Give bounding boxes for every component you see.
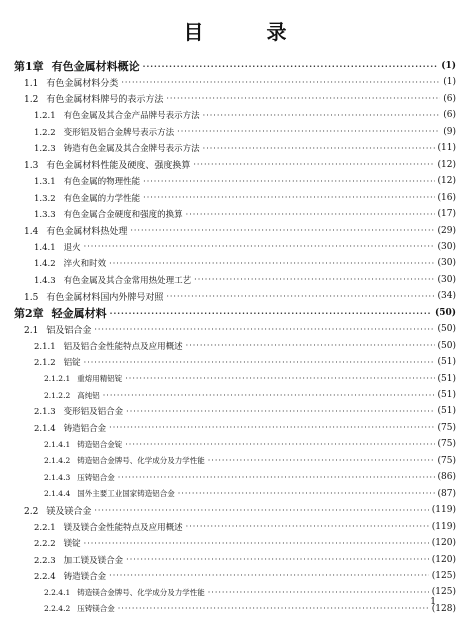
toc-entry-title: 有色金属的物理性能: [63, 177, 141, 188]
toc-entry: [44, 387, 456, 403]
toc-entry: [44, 584, 456, 600]
toc-entry-label: [24, 76, 118, 89]
toc-leader-dots: [118, 473, 435, 482]
toc-leader-dots: [166, 94, 440, 103]
toc-entry-title: 国外主要工业国家铸造铝合金: [77, 489, 175, 499]
toc-chapter: [14, 305, 456, 321]
toc-entry-label: [34, 208, 183, 220]
toc-entry-page: (12): [437, 176, 456, 187]
toc-entry-label: [34, 257, 106, 269]
toc-entry-page: (120): [431, 538, 456, 549]
toc-entry-number: 1.4.3: [34, 275, 56, 286]
toc-entry-label: [44, 603, 115, 614]
toc-entry: [34, 519, 456, 535]
toc-entry-number: 1.1: [24, 78, 39, 89]
toc-entry-number: 2.2.2: [34, 539, 56, 550]
toc-entry-title: 压铸镁合金: [77, 604, 115, 614]
toc-entry-title: 有色金属材料性能及硬度、强度换算: [46, 161, 191, 172]
toc-entry-label: [34, 554, 123, 566]
toc-entry: [44, 453, 456, 469]
toc-entry-title: 铝锭: [63, 358, 81, 369]
toc-entry-label: [44, 455, 205, 466]
toc-entry-number: 2.1.4: [34, 423, 56, 434]
toc-entry: [24, 321, 456, 337]
toc-entry: [24, 223, 456, 239]
toc-entry-number: 2.2.4.2: [44, 604, 71, 614]
toc-leader-dots: [177, 127, 440, 136]
toc-entry-page: (51): [437, 357, 456, 368]
toc-entry-page: (34): [437, 291, 456, 302]
toc-entry-page: (30): [437, 241, 456, 252]
toc-entry: [44, 371, 456, 387]
toc-entry-label: [24, 290, 163, 303]
toc-entry-number: 2.1.1: [34, 341, 56, 352]
toc-entry-title: 变形铝及铝合金: [63, 407, 124, 418]
toc-entry-title: 有色金属合金硬度和强度的换算: [63, 210, 183, 221]
toc-entry: [34, 255, 456, 271]
toc-entry-number: 2.2.1: [34, 522, 56, 533]
toc-entry-page: (119): [431, 521, 456, 532]
toc-entry-title: 铸造镁合金: [63, 571, 107, 582]
toc-leader-dots: [203, 111, 441, 120]
toc-entry-title: 有色金属材料牌号的表示方法: [46, 95, 164, 106]
toc-entry-label: [34, 175, 140, 187]
toc-entry-number: 2.1.4.1: [44, 439, 71, 449]
toc-entry-title: 镁及镁合金: [46, 506, 92, 517]
toc-entry-page: (119): [431, 505, 456, 516]
toc-entry-number: 1.5: [24, 292, 39, 303]
toc-leader-dots: [186, 522, 429, 531]
toc-entry-page: (87): [437, 488, 456, 499]
toc-entry-page: (30): [437, 258, 456, 269]
toc-entry-title: 有色金属及其合金产品牌号表示方法: [63, 111, 200, 122]
toc-entry-label: [14, 305, 107, 321]
toc-entry-page: (9): [443, 126, 456, 137]
toc-entry-number: 2.2: [24, 506, 39, 517]
toc-entry-label: [34, 521, 183, 533]
toc-entry-title: 铝及铝合金性能特点及应用概述: [63, 341, 183, 352]
toc-entry: [34, 535, 456, 551]
toc-entry-title: 铝及铝合金: [46, 325, 92, 336]
toc-entry-number: 1.4: [24, 227, 39, 237]
toc-entry: [34, 354, 456, 370]
toc-leader-dots: [143, 177, 434, 186]
toc-entry-label: [34, 405, 123, 417]
toc-entry-number: 1.2.2: [34, 127, 56, 138]
toc-entry: [44, 436, 456, 452]
toc-entry-title: 铸造铝合金锭: [77, 439, 123, 449]
toc-entry: [34, 173, 456, 189]
toc-entry-label: [24, 92, 163, 105]
toc-entry-title: 加工镁及镁合金: [63, 555, 124, 566]
toc-entry-label: [24, 224, 127, 237]
toc-entry-number: 2.1.2.2: [44, 390, 71, 400]
toc-entry-page: (16): [437, 192, 456, 203]
toc-entry: [34, 124, 456, 140]
toc-entry-page: (75): [437, 439, 456, 450]
toc-entry-title: 有色金属材料分类: [46, 78, 119, 89]
toc-entry-label: [24, 158, 190, 171]
toc-entry-number: 1.4.1: [34, 242, 56, 253]
toc-entry-label: [34, 356, 81, 368]
toc-leader-dots: [194, 275, 434, 284]
toc-chapter: [14, 58, 456, 74]
toc-entry-page: (86): [437, 472, 456, 483]
toc-leader-dots: [84, 242, 435, 251]
toc-entry: [34, 272, 456, 288]
toc-leader-dots: [126, 555, 429, 564]
toc-leader-dots: [84, 539, 429, 548]
toc-leader-dots: [84, 358, 435, 367]
toc-entry-label: [34, 340, 183, 352]
toc-leader-dots: [109, 423, 434, 432]
toc-entry-label: [34, 126, 174, 138]
toc-entry-page: (1): [441, 61, 456, 71]
toc-entry-title: 有色金属的力学性能: [63, 193, 141, 204]
toc-leader-dots: [193, 160, 434, 169]
toc-entry-title: 铸造铝合金: [63, 423, 107, 434]
toc-entry-page: (17): [437, 209, 456, 220]
toc-entry-number: 1.2.3: [34, 144, 56, 155]
toc-entry-title: 高纯铝: [77, 390, 100, 400]
toc-entry-page: (51): [437, 373, 456, 384]
toc-entry-label: [44, 439, 122, 450]
toc-entry-label: [34, 241, 81, 253]
toc-entry-page: (51): [437, 390, 456, 400]
toc-entry: [24, 157, 456, 173]
page-number: 1: [430, 597, 436, 607]
toc-entry-number: 第1章: [14, 60, 44, 73]
toc-entry: [34, 140, 456, 156]
toc-entry-page: (125): [431, 587, 456, 598]
toc-leader-dots: [208, 456, 435, 465]
toc-leader-dots: [109, 259, 434, 268]
toc-entry-label: [34, 537, 81, 549]
toc-entry-title: 铸造铝合金牌号、化学成分及力学性能: [77, 456, 205, 466]
toc-entry-title: 有色金属材料概论: [51, 60, 140, 73]
toc-entry-number: 2.1.4.2: [44, 456, 71, 466]
toc-entry-page: (75): [437, 422, 456, 433]
toc-entry: [34, 190, 456, 206]
toc-entry-title: 镁锭: [63, 539, 81, 550]
toc-entry-number: 2.1.4.4: [44, 489, 71, 499]
toc-entry-number: 2.1: [24, 325, 39, 336]
toc-entry-number: 2.2.4: [34, 571, 56, 582]
toc-entry-page: (50): [434, 307, 456, 318]
toc-entry-page: (29): [437, 225, 456, 236]
toc-entry-number: 1.2: [24, 95, 39, 106]
toc-entry-title: 有色金属材料热处理: [46, 227, 128, 237]
toc-leader-dots: [143, 61, 439, 71]
toc-entry: [24, 288, 456, 304]
toc-leader-dots: [186, 210, 435, 219]
toc-leader-dots: [126, 407, 434, 416]
toc-leader-dots: [208, 588, 429, 597]
toc-entry-title: 重熔用精铝锭: [77, 374, 123, 384]
toc-entry-title: 铸造有色金属及其合金牌号表示方法: [63, 144, 200, 155]
toc-leader-dots: [130, 226, 434, 235]
toc-entry-title: 有色金属材料国内外牌号对照: [46, 292, 164, 303]
toc-leader-dots: [203, 144, 435, 153]
toc-entry: [24, 91, 456, 107]
toc-entry-page: (1): [443, 77, 456, 88]
toc-entry-page: (125): [431, 570, 456, 581]
toc-entry-page: (75): [437, 455, 456, 466]
toc-leader-dots: [166, 292, 434, 301]
toc-leader-dots: [121, 78, 440, 87]
toc-entry-title: 铸造镁合金牌号、化学成分及力学性能: [77, 587, 205, 597]
toc-entry: [34, 107, 456, 123]
toc-entry-label: [14, 58, 140, 74]
toc-entry-page: (30): [437, 274, 456, 285]
toc-entry-number: 2.1.2: [34, 358, 56, 369]
toc-leader-dots: [178, 489, 435, 498]
toc-leader-dots: [94, 325, 434, 334]
toc-leader-dots: [186, 341, 435, 350]
toc-entry: [24, 502, 456, 518]
toc-entry-title: 淬火和时效: [63, 259, 107, 270]
toc-entry-number: 2.1.2.1: [44, 374, 71, 384]
toc-entry: [34, 239, 456, 255]
toc-entry-page: (6): [443, 93, 456, 104]
toc-entry-number: 1.3.1: [34, 177, 56, 188]
toc-leader-dots: [125, 440, 434, 449]
toc-entry-label: [34, 422, 106, 434]
page-title: 目 录: [183, 20, 315, 44]
toc-entry: [34, 338, 456, 354]
toc-entry-page: (128): [431, 603, 456, 614]
toc-entry-label: [34, 192, 140, 204]
toc-entry-page: (12): [437, 159, 456, 170]
toc-entry-number: 2.2.4.1: [44, 587, 71, 597]
toc-entry-number: 1.4.2: [34, 259, 56, 270]
toc-leader-dots: [103, 391, 435, 400]
toc-entry-number: 2.1.4.3: [44, 472, 71, 482]
toc-leader-dots: [143, 193, 434, 202]
toc-entry-label: [24, 504, 91, 517]
toc-entry-page: (11): [437, 143, 456, 154]
toc-entry: [44, 486, 456, 502]
toc-leader-dots: [94, 506, 428, 515]
toc-entry-title: 轻金属材料: [51, 306, 107, 320]
toc-entry: [24, 74, 456, 90]
toc-entry-page: (51): [437, 406, 456, 417]
toc-entry: [44, 469, 456, 485]
toc-entry-label: [34, 109, 200, 121]
toc-entry: [34, 403, 456, 419]
toc-entry-title: 镁及镁合金性能特点及应用概述: [63, 522, 183, 533]
toc-entry-page: (50): [437, 324, 456, 335]
toc-entry-title: 有色金属及其合金常用热处理工艺: [63, 275, 192, 286]
toc-leader-dots: [118, 604, 429, 613]
toc-entry: [34, 420, 456, 436]
toc-entry: [34, 552, 456, 568]
toc-entry-number: 第2章: [14, 306, 44, 320]
toc-entry: [34, 568, 456, 584]
toc-entry-page: (120): [431, 554, 456, 565]
toc-entry-label: [44, 587, 205, 598]
toc-leader-dots: [109, 571, 429, 580]
toc-entry: [34, 206, 456, 222]
toc-leader-dots: [110, 308, 432, 318]
toc-entry-label: [24, 323, 91, 336]
toc-entry-label: [34, 570, 106, 582]
toc-entry-number: 1.2.1: [34, 111, 56, 122]
toc-entry-page: (50): [437, 340, 456, 351]
toc-entry: [44, 601, 456, 617]
toc-entry-number: 1.3: [24, 161, 39, 172]
toc-entry-label: [44, 373, 122, 384]
toc-entry-label: [34, 142, 200, 154]
toc-entry-number: 2.2.3: [34, 555, 56, 566]
toc-leader-dots: [125, 374, 434, 383]
toc-entry-number: 1.3.2: [34, 193, 56, 204]
toc-entry-label: [44, 488, 175, 499]
toc-entry-number: 2.1.3: [34, 407, 56, 418]
toc-entry-number: 1.3.3: [34, 210, 56, 221]
toc-entry-title: 压铸铝合金: [77, 472, 115, 482]
toc-entry-label: [34, 274, 191, 286]
toc-entry-label: [44, 472, 115, 483]
toc-entry-page: (6): [443, 110, 456, 121]
toc-entry-title: 变形铝及铝合金牌号表示方法: [63, 127, 175, 138]
toc-entry-label: [44, 390, 100, 401]
toc-entry-title: 退火: [63, 242, 81, 253]
